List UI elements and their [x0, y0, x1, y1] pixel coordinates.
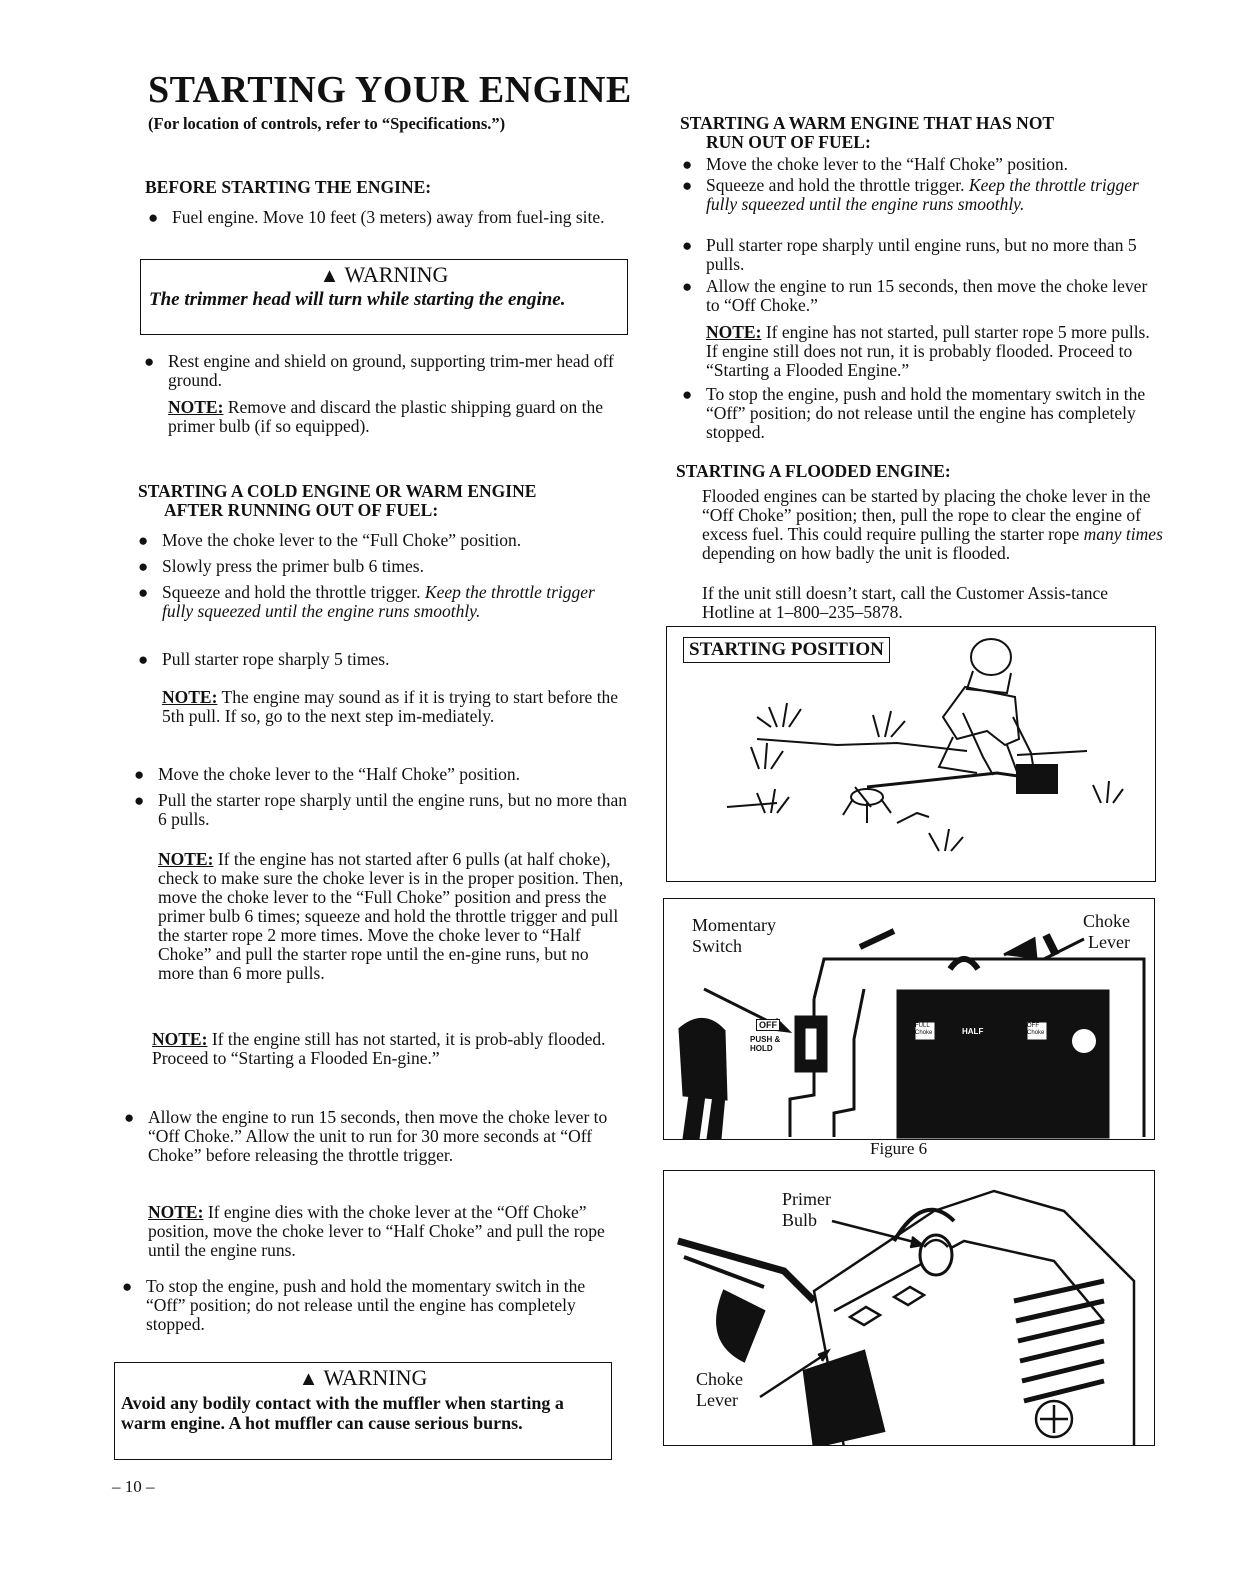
starting-position-label: STARTING POSITION — [683, 637, 890, 663]
figure-caption: Figure 6 — [870, 1139, 928, 1158]
bullet-icon: ● — [138, 557, 149, 576]
note-label: NOTE: — [158, 849, 214, 869]
list-item — [134, 790, 628, 829]
engine-controls-illustration — [664, 899, 1155, 1140]
bullet-icon: ● — [148, 208, 159, 227]
note-label: NOTE: — [706, 322, 762, 342]
bullet-text-italic: Keep the throttle trigger fully squeezed until the engine runs smoothly. — [706, 175, 1139, 214]
off-label: OFF — [756, 1019, 780, 1031]
warning-title: WARNING — [323, 1365, 428, 1390]
bullet-text: Slowly press the primer bulb 6 times. — [162, 556, 424, 576]
bullet-icon: ● — [682, 236, 693, 255]
bullet-icon: ● — [138, 650, 149, 669]
warning-header — [141, 262, 627, 288]
list-item — [148, 207, 634, 227]
full-choke-label: FULL Choke — [915, 1023, 933, 1036]
bullet-icon: ● — [134, 791, 145, 810]
paragraph-text: depending on how badly the unit is flooded. — [702, 543, 1011, 563]
list-item — [138, 556, 632, 576]
page-subtitle: (For location of controls, refer to “Specifications.”) — [148, 114, 506, 133]
warning-title: WARNING — [344, 262, 449, 287]
flooded-paragraph — [702, 487, 1164, 563]
primer-bulb-figure — [663, 1170, 1155, 1446]
bullet-text: Squeeze and hold the throttle trigger. — [706, 175, 965, 195]
bullet-text: Allow the engine to run 15 seconds, then move the choke lever to “Off Choke.” — [706, 276, 1148, 315]
flooded-hotline: If the unit still doesn’t start, call the Customer Assis-tance Hotline at 1–800–235–5878. — [702, 583, 1108, 622]
bullet-text: Move the choke lever to the “Half Choke” position. — [706, 154, 1069, 174]
bullet-icon: ● — [138, 531, 149, 550]
note-text: If the engine still has not started, it is prob-ably flooded. Proceed to “Starting a Flooded En-gine.” — [152, 1029, 606, 1068]
bullet-icon: ● — [134, 765, 145, 784]
bullet-text: Fuel engine. Move 10 feet (3 meters) away from fuel-ing site. — [172, 207, 605, 227]
list-item — [682, 154, 1164, 174]
bullet-text: Pull the starter rope sharply until the engine runs, but no more than 6 pulls. — [158, 790, 627, 829]
list-item — [138, 530, 632, 550]
page-number: – 10 – — [112, 1477, 155, 1496]
list-item — [122, 1276, 618, 1334]
note — [152, 1030, 618, 1068]
warning-text: Avoid any bodily contact with the muffler when starting a warm engine. A hot muffler can cause serious burns. — [121, 1393, 564, 1433]
momentary-switch-label: Momentary Switch — [692, 915, 776, 956]
warm-heading-line2: RUN OUT OF FUEL: — [706, 132, 871, 152]
bullet-icon: ● — [682, 176, 693, 195]
bullet-icon: ● — [682, 155, 693, 174]
bullet-text: Move the choke lever to the “Half Choke” position. — [158, 764, 521, 784]
warning-triangle-icon: ▲ — [298, 1368, 319, 1390]
warning-box — [114, 1362, 612, 1460]
engine-illustration — [664, 1171, 1155, 1446]
note — [168, 398, 630, 436]
bullet-icon: ● — [138, 583, 149, 602]
before-heading: BEFORE STARTING THE ENGINE: — [145, 177, 432, 197]
warning-text: The trimmer head will turn while starting the engine. — [149, 289, 566, 310]
bullet-text: Move the choke lever to the “Full Choke” position. — [162, 530, 522, 550]
warning-header — [115, 1365, 611, 1391]
list-item — [138, 649, 628, 669]
list-item — [144, 351, 630, 390]
warm-heading-line1: STARTING A WARM ENGINE THAT HAS NOT — [680, 113, 1055, 133]
bullet-text: Rest engine and shield on ground, supporting trim-mer head off ground. — [168, 351, 614, 390]
note-text: If engine dies with the choke lever at the “Off Choke” position, move the choke lever to “Half Choke” and pull the rope until the engine runs. — [148, 1202, 605, 1260]
flooded-heading: STARTING A FLOODED ENGINE: — [676, 461, 951, 481]
note — [706, 323, 1164, 380]
bullet-icon: ● — [144, 352, 155, 371]
primer-bulb-label: Primer Bulb — [782, 1189, 831, 1230]
bullet-icon: ● — [682, 277, 693, 296]
bullet-text: Squeeze and hold the throttle trigger. — [162, 582, 421, 602]
bullet-text: To stop the engine, push and hold the momentary switch in the “Off” position; do not release until the engine has completely stopped. — [146, 1276, 586, 1334]
off-choke-label: OFF Choke — [1027, 1023, 1045, 1036]
note-label: NOTE: — [148, 1202, 204, 1222]
bullet-icon: ● — [124, 1108, 135, 1127]
list-item — [682, 276, 1164, 315]
bullet-text: To stop the engine, push and hold the momentary switch in the “Off” position; do not release until the engine has completely stopped. — [706, 384, 1146, 442]
bullet-text: Pull starter rope sharply until engine runs, but no more than 5 pulls. — [706, 235, 1137, 274]
starting-position-figure — [666, 626, 1156, 882]
list-item — [682, 235, 1164, 274]
note-text: Remove and discard the plastic shipping guard on the primer bulb (if so equipped). — [168, 397, 604, 436]
paragraph-text: Flooded engines can be started by placing the choke lever in the “Off Choke” position; then, pull the rope to clear the engine of excess fuel. This could require pulling the starter rope — [702, 486, 1151, 544]
page-title: STARTING YOUR ENGINE — [148, 69, 632, 111]
controls-figure — [663, 898, 1155, 1140]
note-text: If engine has not started, pull starter rope 5 more pulls. If engine still does not run, it is probably flooded. Proceed to “Starting a Flooded Engine.” — [706, 322, 1150, 380]
warning-box — [140, 259, 628, 335]
cold-heading-line1: STARTING A COLD ENGINE OR WARM ENGINE — [138, 481, 537, 501]
note-text: If the engine has not started after 6 pulls (at half choke), check to make sure the choke lever is in the proper position. Then, move the choke lever to the “Full Choke” position and press the primer bulb 6 times; squeeze and hold the throttle trigger and pull the starter rope 2 more times. Move the choke lever to “Half Choke” and pull the starter rope until the en-gine runs, but no more than 6 more pulls. — [158, 849, 624, 983]
note-text: The engine may sound as if it is trying to start before the 5th pull. If so, go to the next step im-mediately. — [162, 687, 619, 726]
list-item — [138, 582, 628, 621]
choke-lever-label: Choke Lever — [1083, 911, 1130, 952]
list-item — [134, 764, 628, 784]
bullet-text: Pull starter rope sharply 5 times. — [162, 649, 390, 669]
note-label: NOTE: — [162, 687, 218, 707]
bullet-text-italic: Keep the throttle trigger fully squeezed until the engine runs smoothly. — [162, 582, 595, 621]
note — [148, 1203, 618, 1260]
bullet-icon: ● — [682, 385, 693, 404]
list-item — [682, 384, 1164, 442]
push-hold-label: PUSH & HOLD — [750, 1035, 781, 1053]
list-item — [124, 1107, 620, 1165]
bullet-text: Allow the engine to run 15 seconds, then move the choke lever to “Off Choke.” Allow the unit to run for 30 more seconds at “Off Choke” before releasing the throttle trigger. — [148, 1107, 608, 1165]
choke-lever-label: Choke Lever — [696, 1369, 743, 1410]
operator-illustration — [667, 627, 1156, 882]
list-item — [682, 175, 1164, 214]
note — [158, 850, 624, 983]
note — [162, 688, 628, 726]
bullet-icon: ● — [122, 1277, 133, 1296]
note-label: NOTE: — [152, 1029, 208, 1049]
paragraph-italic: many times — [1083, 524, 1163, 544]
cold-heading-line2: AFTER RUNNING OUT OF FUEL: — [164, 500, 439, 520]
half-label: HALF — [962, 1027, 984, 1036]
warning-triangle-icon: ▲ — [319, 265, 340, 287]
note-label: NOTE: — [168, 397, 224, 417]
